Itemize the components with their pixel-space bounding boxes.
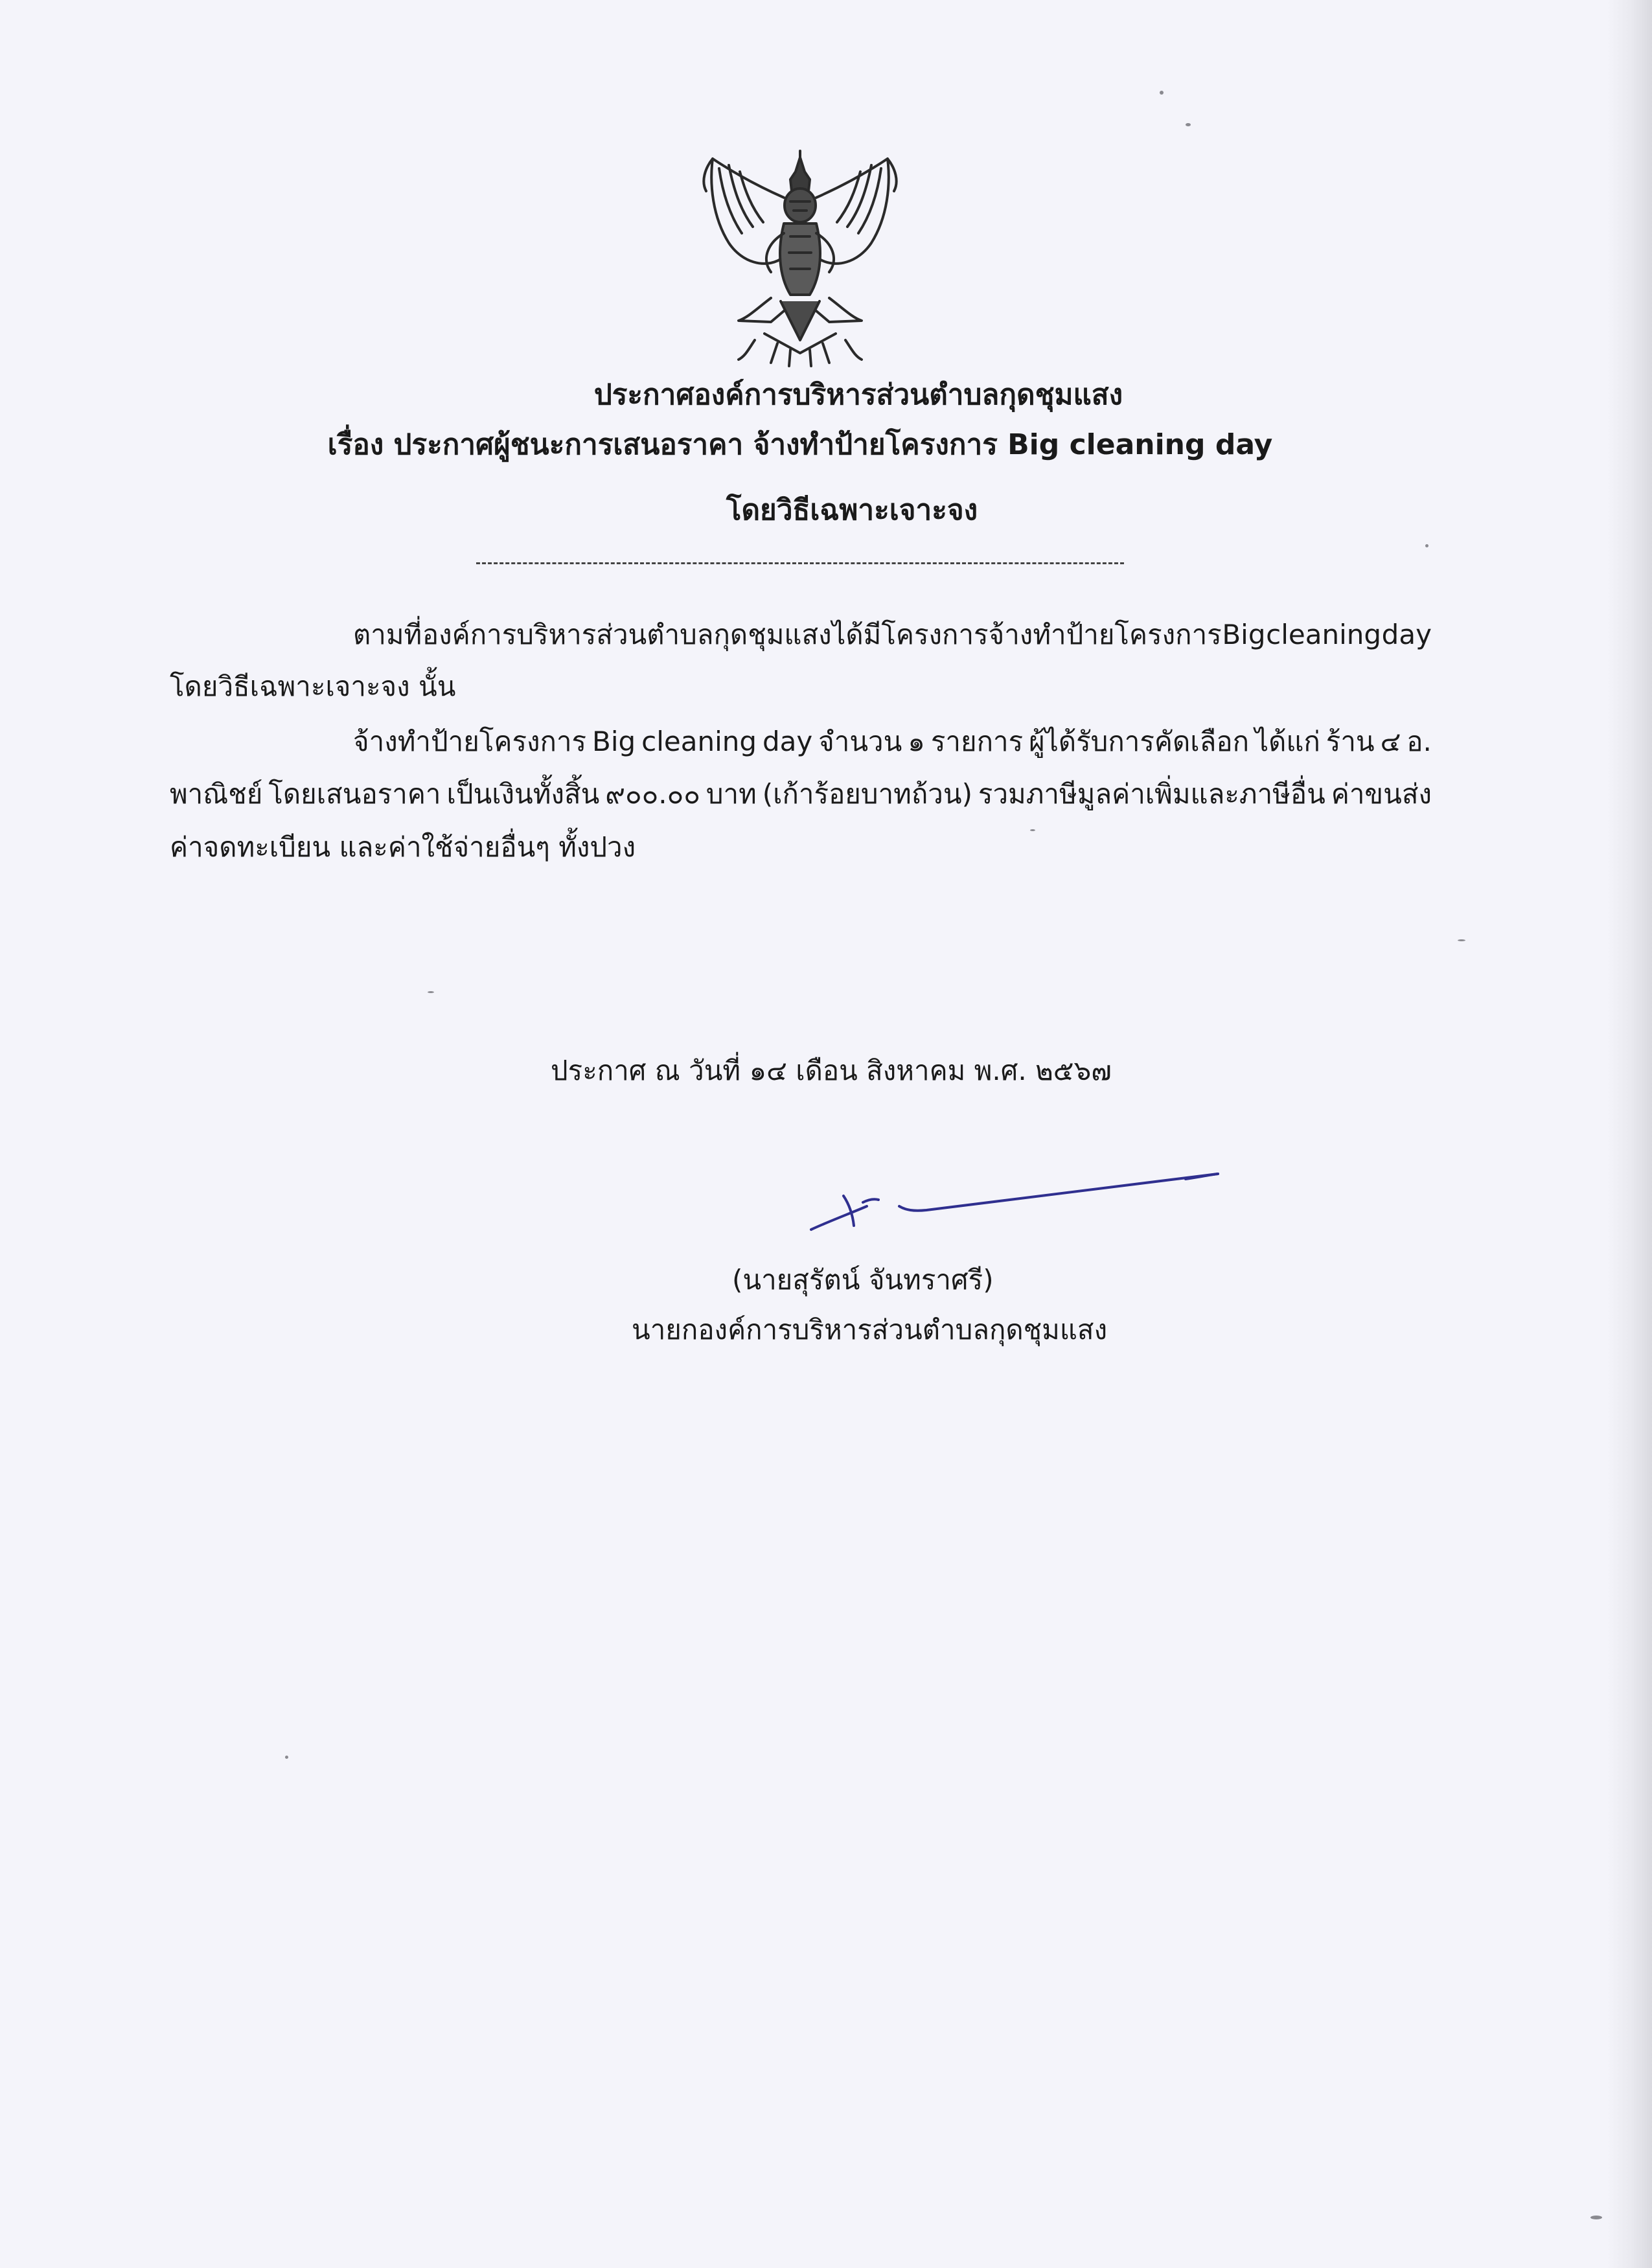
- paragraph-2-line-2: [170, 776, 1432, 812]
- word: Big: [1222, 619, 1266, 650]
- word: จ้างทำป้ายโครงการ: [353, 726, 587, 757]
- scan-speck: [1590, 2216, 1602, 2219]
- word: day: [1381, 619, 1432, 650]
- scan-speck: [1458, 939, 1465, 941]
- word: cleaning: [641, 726, 757, 757]
- scan-speck: [1030, 829, 1035, 831]
- announcement-date: ประกาศ ณ วันที่ ๑๔ เดือน สิงหาคม พ.ศ. ๒๕๖๗: [551, 1055, 1112, 1086]
- word: อ.: [1406, 726, 1432, 757]
- scan-speck: [428, 991, 434, 993]
- word: ได้แก่: [1254, 726, 1320, 757]
- scan-speck: [285, 1756, 288, 1759]
- garuda-emblem-icon: [693, 146, 907, 372]
- scan-speck: [1425, 544, 1428, 547]
- word: รายการ: [930, 726, 1024, 757]
- word: บาท: [706, 778, 757, 810]
- word: โดยเสนอราคา: [268, 778, 441, 810]
- scan-edge: [1607, 0, 1652, 2268]
- word: ผู้ได้รับการคัดเลือก: [1029, 726, 1250, 757]
- paragraph-1-line-1: [353, 617, 1432, 653]
- document-subject: เรื่อง ประกาศผู้ชนะการเสนอราคา จ้างทำป้ายโครงการ Big cleaning day: [327, 428, 1273, 461]
- word: จำนวน: [818, 726, 902, 757]
- word: ๔: [1380, 726, 1401, 757]
- word: รวมภาษีมูลค่าเพิ่มและภาษีอื่น: [978, 778, 1325, 810]
- word: พาณิชย์: [170, 778, 263, 810]
- word: day: [762, 726, 813, 757]
- word: (เก้าร้อยบาทถ้วน): [762, 778, 972, 810]
- word: ๑: [908, 726, 925, 757]
- word: เป็นเงินทั้งสิ้น: [446, 778, 600, 810]
- scan-speck: [1186, 123, 1191, 126]
- word: ตามที่: [353, 619, 422, 650]
- word: ค่าขนส่ง: [1331, 778, 1432, 810]
- word: ได้มีโครงการจ้างทำป้ายโครงการ: [832, 619, 1222, 650]
- divider-line: [476, 562, 1124, 564]
- word: ๙๐๐.๐๐: [605, 778, 700, 810]
- paragraph-2-line-1: [353, 724, 1432, 760]
- paragraph-1-line-2: โดยวิธีเฉพาะเจาะจง นั้น: [170, 670, 456, 702]
- document-method: โดยวิธีเฉพาะเจาะจง: [726, 494, 978, 527]
- word: ร้าน: [1325, 726, 1375, 757]
- document-title: ประกาศองค์การบริหารส่วนตำบลกุดชุมแสง: [593, 378, 1123, 411]
- handwritten-signature: [803, 1153, 1244, 1244]
- signer-title: นายกองค์การบริหารส่วนตำบลกุดชุมแสง: [632, 1314, 1108, 1346]
- signer-name: (นายสุรัตน์ จันทราศรี): [732, 1264, 994, 1296]
- word: cleaning: [1266, 619, 1382, 650]
- scan-speck: [1160, 91, 1164, 95]
- word: Big: [592, 726, 636, 757]
- paragraph-2-line-3: ค่าจดทะเบียน และค่าใช้จ่ายอื่นๆ ทั้งปวง: [170, 831, 636, 863]
- word: องค์การบริหารส่วนตำบลกุดชุมแสง: [422, 619, 832, 650]
